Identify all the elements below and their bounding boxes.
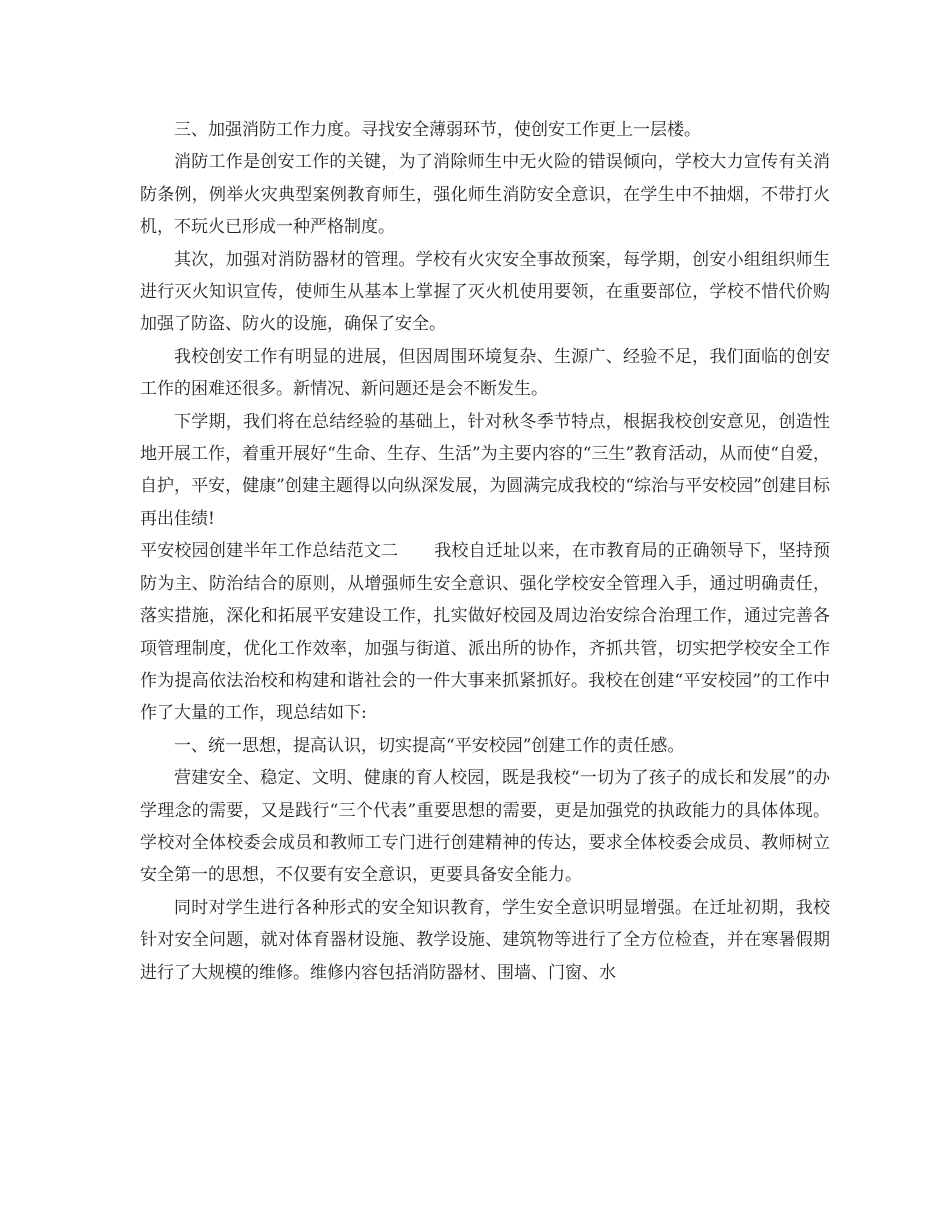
paragraph-fire-equipment: 其次，加强对消防器材的管理。学校有火灾安全事故预案，每学期，创安小组组织师生进行灭火知识宣传，使师生从基本上掌握了灭火机使用要领，在重要部位，学校不惜代价购加强了防盗、防火的设施，确保了安全。 [140, 249, 830, 335]
paragraph-student-education: 同时对学生进行各种形式的安全知识教育，学生安全意识明显增强。在迁址初期，我校针对安全问题，就对体育器材设施、教学设施、建筑物等进行了全方位检查，并在寒暑假期进行了大规模的维修。维修内容包括消防器材、围墙、门窗、水 [140, 897, 830, 983]
paragraph-safe-campus: 营建安全、稳定、文明、健康的育人校园，既是我校“一切为了孩子的成长和发展”的办学理念的需要，又是践行“三个代表”重要思想的需要，更是加强党的执政能力的具体体现。学校对全体校委会成员和教师工专门进行创建精神的传达，要求全体校委会成员、教师树立安全第一的思想，不仅要有安全意识，更要具备安全能力。 [140, 768, 830, 886]
section-two-paragraph [140, 535, 830, 729]
paragraph-next-semester: 下学期，我们将在总结经验的基础上，针对秋冬季节特点，根据我校创安意见，创造性地开展工作，着重开展好“生命、生存、生活”为主要内容的“三生”教育活动，从而使“自爱，自护，平安，健康”创建主题得以向纵深发展，为圆满完成我校的“综治与平安校园”创建目标再出佳绩! [140, 411, 830, 529]
paragraph-progress: 我校创安工作有明显的进展，但因周围环境复杂、生源广、经验不足，我们面临的创安工作的困难还很多。新情况、新问题还是会不断发生。 [140, 346, 830, 400]
section-heading: 平安校园创建半年工作总结范文二 [140, 541, 399, 562]
paragraph-fire-safety-key: 消防工作是创安工作的关键，为了消除师生中无火险的错误倾向，学校大力宣传有关消防条例，例举火灾典型案例教育师生，强化师生消防安全意识，在学生中不抽烟，不带打火机，不玩火已形成一种严格制度。 [140, 152, 830, 238]
document-body [140, 114, 830, 989]
paragraph-fire-safety-heading: 三、加强消防工作力度。寻找安全薄弱环节，使创安工作更上一层楼。 [174, 120, 701, 140]
section-opening: 我校自迁址以来，在市教育局的正确领导下，坚持预防为主、防治结合的原则，从增强师生安全意识、强化学校安全管理入手，通过明确责任，落实措施，深化和拓展平安建设工作，扎实做好校园及周边治安综合治理工作，通过完善各项管理制度，优化工作效率，加强与街道、派出所的协作，齐抓共管，切实把学校安全工作作为提高依法治校和构建和谐社会的一件大事来抓紧抓好。我校在创建“平安校园”的工作中作了大量的工作，现总结如下: [140, 541, 830, 724]
paragraph-unify-thinking: 一、统一思想，提高认识，切实提高“平安校园”创建工作的责任感。 [174, 735, 685, 756]
